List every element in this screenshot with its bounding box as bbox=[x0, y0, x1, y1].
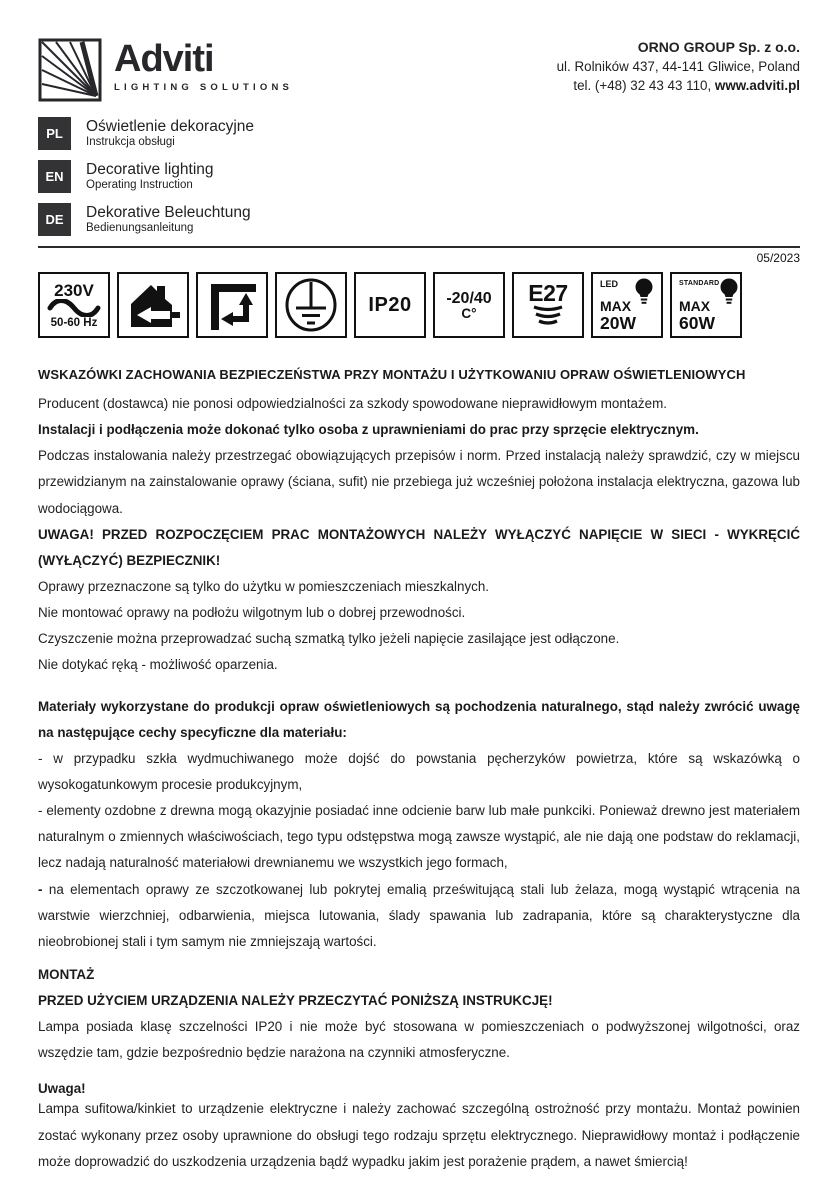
ip-rating-box bbox=[354, 272, 426, 338]
logo-text bbox=[114, 38, 293, 93]
mounting-box bbox=[196, 272, 268, 338]
temperature-box bbox=[433, 272, 505, 338]
page-header bbox=[38, 38, 800, 102]
language-row-pl bbox=[38, 117, 800, 150]
led-max-label: MAX bbox=[600, 298, 632, 314]
document-body bbox=[38, 367, 800, 1175]
earthing-box bbox=[275, 272, 347, 338]
adviti-rays-logo-icon bbox=[38, 38, 102, 102]
paragraph-steel bbox=[38, 877, 800, 955]
paragraph-wood: - elementy ozdobne z drewna mogą okazyjnie posiadać inne odcienie barw lub małe punkciki. Ponieważ drewno jest materiałem naturalnym o zmiennych właściwościach, tego typu odstępstwa mogą zawsze wystąpić, ale nie dają one podstaw do reklamacji, lecz nadają naturalność materiałowi drewnianemu we wszystkich jego formach, bbox=[38, 803, 800, 871]
socket-box bbox=[512, 272, 584, 338]
standard-max-label: MAX bbox=[679, 298, 711, 314]
paragraph-uwaga: Lampa sufitowa/kinkiet to urządzenie elektryczne i należy zachować szczególną ostrożność przy montażu. Montaż powinien zostać wykonany przez osoby uprawnione do obsługi tego rodzaju sprzętu elektrycznego. Nieprawidłowy montaż i podłączenie może doprowadzić do uszkodzenia urządzenia bądź wypadku jakim jest porażenie prądem, a nawet śmiercią! bbox=[38, 1101, 800, 1169]
language-subtitle-en: Operating Instruction bbox=[86, 179, 193, 191]
safety-section-heading: WSKAZÓWKI ZACHOWANIA BEZPIECZEŃSTWA PRZY MONTAŻU I UŻYTKOWANIU OPRAW OŚWIETLENIOWYCH bbox=[38, 367, 746, 382]
language-badge-de: DE bbox=[38, 203, 71, 236]
temperature-unit: C° bbox=[461, 305, 477, 321]
paragraph-ip-class: Lampa posiada klasę szczelności IP20 i nie może być stosowana w pomieszczeniach o podwyższonej wilgotności, oraz wszędzie tam, gdzie bezpośrednio będzie narażona na czynniki atmosferyczne. bbox=[38, 1019, 800, 1061]
language-list bbox=[38, 117, 800, 236]
spec-icon-row bbox=[38, 272, 800, 338]
company-info bbox=[557, 38, 800, 95]
brand-name: Adviti bbox=[114, 38, 214, 80]
section-gap bbox=[38, 679, 800, 694]
language-row-de bbox=[38, 203, 800, 236]
language-title-pl: Oświetlenie dekoracyjne bbox=[86, 118, 255, 135]
paragraph-rules: Podczas instalowania należy przestrzegać obowiązujących przepisów i norm. Przed instalacją należy sprawdzić, czy w miejscu przewidzianym na zainstalowanie oprawy (ściana, sufit) nie przebiega już wcześniej położona instalacja elektryczna, gazowa lub wodociągowa. bbox=[38, 448, 800, 516]
company-contact bbox=[557, 76, 800, 95]
sine-wave-icon bbox=[47, 299, 101, 317]
company-phone: tel. (+48) 32 43 43 110, bbox=[573, 78, 715, 93]
standard-label: STANDARD bbox=[679, 280, 720, 287]
language-title-de: Dekorative Beleuchtung bbox=[86, 204, 251, 221]
company-address: ul. Rolników 437, 44-141 Gliwice, Poland bbox=[556, 59, 800, 74]
standard-watt-value: 60W bbox=[679, 313, 715, 333]
company-name: ORNO GROUP Sp. z o.o. bbox=[637, 39, 800, 55]
ip-rating-value: IP20 bbox=[368, 293, 412, 316]
language-title-en: Decorative lighting bbox=[86, 161, 214, 178]
paragraph-read-instruction: PRZED UŻYCIEM URZĄDZENIA NALEŻY PRZECZYTAĆ PONIŻSZĄ INSTRUKCJĘ! bbox=[38, 992, 553, 1008]
uwaga-heading: Uwaga! bbox=[38, 1081, 86, 1097]
language-subtitle-de: Bedienungsanleitung bbox=[86, 222, 194, 234]
language-badge-en: EN bbox=[38, 160, 71, 193]
led-max-box bbox=[591, 272, 663, 338]
revision-date: 05/2023 bbox=[756, 251, 800, 265]
materials-heading: Materiały wykorzystane do produkcji opraw oświetleniowych są pochodzenia naturalnego, stąd należy zwrócić uwagę na następujące cechy specyficzne dla materiału: bbox=[38, 698, 800, 740]
wall-ceiling-mount-icon bbox=[204, 278, 260, 332]
screw-thread-icon bbox=[529, 304, 567, 328]
paragraph-glass: - w przypadku szkła wydmuchiwanego może dojść do powstania pęcherzyków powietrza, które są wskazówką o wysokogatunkowym procesie produkcyjnym, bbox=[38, 750, 800, 792]
header-divider bbox=[38, 246, 800, 248]
language-row-en bbox=[38, 160, 800, 193]
language-subtitle-pl: Instrukcja obsługi bbox=[86, 136, 175, 148]
voltage-spec-box bbox=[38, 272, 110, 338]
language-text-pl bbox=[86, 117, 254, 150]
company-website: www.adviti.pl bbox=[714, 78, 800, 93]
steel-dash: - bbox=[38, 881, 43, 897]
paragraph-manufacturer: Producent (dostawca) nie ponosi odpowiedzialności za szkody spowodowane nieprawidłowym montażem. bbox=[38, 396, 667, 411]
paragraph-indoor-only: Oprawy przeznaczone są tylko do użytku w pomieszczeniach mieszkalnych. bbox=[38, 578, 490, 594]
paragraph-installer: Instalacji i podłączenia może dokonać tylko osoba z uprawnieniami do prac przy sprzęcie elektrycznym. bbox=[38, 422, 699, 438]
language-badge-pl: PL bbox=[38, 117, 71, 150]
temperature-range: -20/40 bbox=[446, 289, 492, 307]
paragraph-damp-surface: Nie montować oprawy na podłożu wilgotnym lub o dobrej przewodności. bbox=[38, 605, 466, 621]
frequency-value: 50-60 Hz bbox=[50, 316, 98, 329]
section-gap bbox=[38, 955, 800, 967]
led-label: LED bbox=[600, 279, 618, 289]
led-watt-value: 20W bbox=[600, 313, 636, 333]
section-gap bbox=[38, 1066, 800, 1081]
montaz-heading: MONTAŻ bbox=[38, 966, 95, 982]
language-text-de bbox=[86, 203, 251, 236]
standard-max-box bbox=[670, 272, 742, 338]
paragraph-hot-surface: Nie dotykać ręką - możliwość oparzenia. bbox=[38, 657, 278, 673]
protective-earth-icon bbox=[283, 277, 339, 333]
house-indoor-use-icon bbox=[124, 278, 182, 332]
paragraph-cleaning: Czyszczenie można przeprowadzać suchą szmatką tylko jeżeli napięcie zasilające jest odłączone. bbox=[38, 631, 620, 647]
socket-type-value: E27 bbox=[528, 279, 568, 306]
language-text-en bbox=[86, 160, 214, 193]
indoor-use-box bbox=[117, 272, 189, 338]
brand-tagline: LIGHTING SOLUTIONS bbox=[114, 82, 294, 93]
steel-text: na elementach oprawy ze szczotkowanej lub pokrytej emalią prześwitującą stali lub żelaza, mogą wystąpić wtrącenia na warstwie wierzchniej, odbarwienia, miejsca lutowania, ślady spawania lub zadrapania, które są charakterystyczne dla nieobrobionej stali i tym samym nie zmniejszają wartości. bbox=[38, 881, 800, 949]
adviti-logo bbox=[38, 38, 293, 102]
paragraph-warning: UWAGA! PRZED ROZPOCZĘCIEM PRAC MONTAŻOWYCH NALEŻY WYŁĄCZYĆ NAPIĘCIE W SIECI - WYKRĘCIĆ (WYŁĄCZYĆ) BEZPIECZNIK! bbox=[38, 526, 800, 568]
voltage-value: 230V bbox=[54, 280, 94, 300]
